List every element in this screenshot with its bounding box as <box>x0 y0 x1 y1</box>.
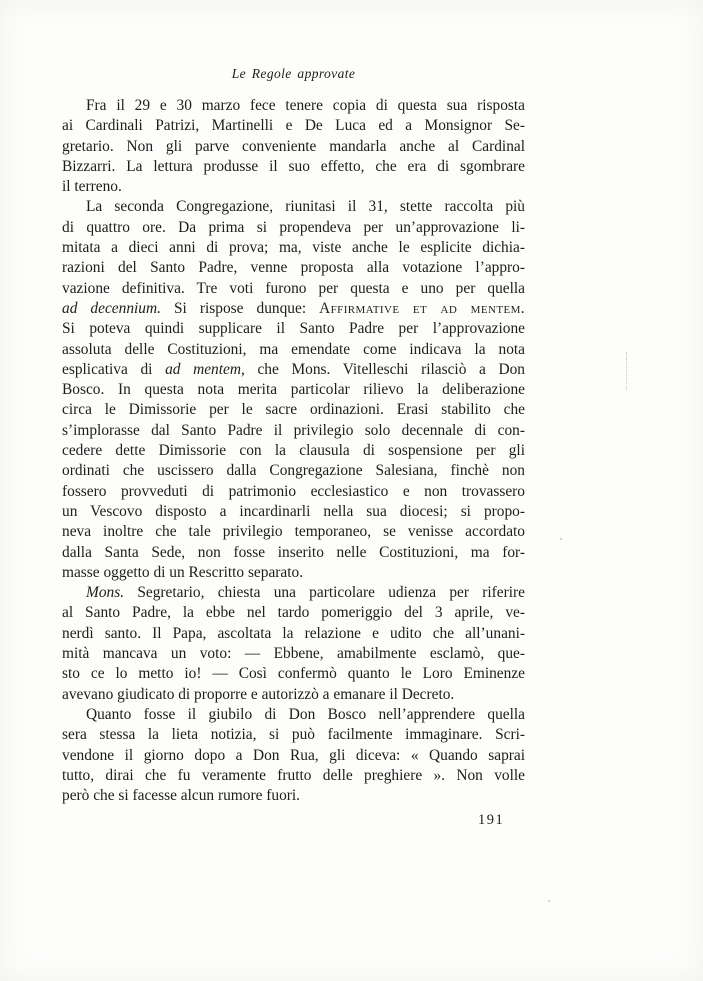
text-segment: Segretario, chiesta una particolare udienza per riferire <box>124 584 525 602</box>
running-header: Le Regole approvate <box>231 66 356 81</box>
text-segment-italic: Mons. <box>86 584 125 602</box>
text-line <box>62 197 525 217</box>
text-segment: assoluta delle Costituzioni, ma emendate come indicava la nota <box>62 340 525 358</box>
text-segment: il terreno. <box>62 178 122 196</box>
text-line <box>62 441 525 461</box>
text-line <box>62 461 525 481</box>
text-line <box>62 360 525 380</box>
text-segment: ordinati che uscissero dalla Congregazione Salesiana, finchè non <box>62 462 525 480</box>
text-segment: circa le Dimissorie per le sacre ordinazioni. Erasi stabilito che <box>62 401 525 419</box>
text-segment: un Vescovo disposto a incardinarli nella sua diocesi; si propo- <box>62 502 525 520</box>
text-line <box>62 563 525 583</box>
scan-artifact-speck <box>548 900 550 902</box>
text-segment-italic: ad mentem, <box>165 360 245 378</box>
text-line <box>62 583 525 603</box>
text-segment: mità mancava un voto: — Ebbene, amabilmente esclamò, que- <box>62 645 525 663</box>
text-segment: sera stessa la lieta notizia, si può facilmente immaginare. Scri- <box>62 726 525 744</box>
text-line <box>62 299 525 319</box>
text-line <box>62 137 525 157</box>
text-segment: sto ce lo metto io! — Così confermò quanto le Loro Eminenze <box>62 665 525 683</box>
text-segment: s’implorasse dal Santo Padre il privilegio solo decennale di con- <box>62 421 525 439</box>
paragraph <box>62 583 525 705</box>
text-line <box>62 400 525 420</box>
text-line <box>62 786 525 806</box>
text-segment: La seconda Congregazione, riunitasi il 31, stette raccolta più <box>86 198 525 216</box>
text-segment-italic: ad decennium. <box>62 299 161 317</box>
paragraph <box>62 197 525 583</box>
text-segment-smallcaps: Affirmative et ad mentem. <box>319 299 525 317</box>
paragraph <box>62 96 525 197</box>
text-segment: dalla Santa Sede, non fosse inserito nelle Costituzioni, ma for- <box>62 543 525 561</box>
text-line <box>62 482 525 502</box>
text-line <box>62 705 525 725</box>
text-line <box>62 543 525 563</box>
text-line <box>62 522 525 542</box>
text-segment: però che si facesse alcun rumore fuori. <box>62 787 301 805</box>
text-segment: di quattro ore. Da prima si propendeva per un’approvazione li- <box>62 218 525 236</box>
text-line <box>62 421 525 441</box>
text-segment: Bosco. In questa nota merita particolar rilievo la deliberazione <box>62 381 525 399</box>
text-line <box>62 644 525 664</box>
text-segment: Bizzarri. La lettura produsse il suo effetto, che era di sgombrare <box>62 157 525 175</box>
text-segment: gretario. Non gli parve conveniente mandarla anche al Cardinal <box>62 137 525 155</box>
text-line <box>62 258 525 278</box>
text-line <box>62 725 525 745</box>
text-line <box>62 238 525 258</box>
text-line <box>62 664 525 684</box>
text-line <box>62 319 525 339</box>
text-segment: Si poteva quindi supplicare il Santo Padre per l’approvazione <box>62 320 525 338</box>
scan-artifact-dotted-line <box>626 352 627 390</box>
text-segment: vendone il giorno dopo a Don Rua, gli diceva: « Quando saprai <box>62 746 525 764</box>
text-line <box>62 340 525 360</box>
text-segment: al Santo Padre, la ebbe nel tardo pomeriggio del 3 aprile, ve- <box>62 604 525 622</box>
text-block <box>62 96 525 806</box>
text-line <box>62 746 525 766</box>
text-line <box>62 685 525 705</box>
text-line <box>62 502 525 522</box>
text-segment: mitata a dieci anni di prova; ma, viste anche le esplicite dichia- <box>62 239 525 257</box>
scan-artifact-speck <box>560 538 562 540</box>
text-line <box>62 116 525 136</box>
text-line <box>62 766 525 786</box>
text-segment: fossero provveduti di patrimonio ecclesiastico e non trovassero <box>62 482 525 500</box>
text-segment: razioni del Santo Padre, venne proposta alla votazione l’appro- <box>62 259 525 277</box>
text-segment: ai Cardinali Patrizi, Martinelli e De Luca ed a Monsignor Se- <box>62 117 525 135</box>
text-line <box>62 96 525 116</box>
text-segment: tutto, dirai che fu veramente frutto delle preghiere ». Non volle <box>62 766 525 784</box>
text-segment: vazione definitiva. Tre voti furono per questa e uno per quella <box>62 279 525 297</box>
text-line <box>62 218 525 238</box>
text-segment: avevano giudicato di proporre e autorizzò a emanare il Decreto. <box>62 685 455 703</box>
text-segment: masse oggetto di un Rescritto separato. <box>62 563 304 581</box>
text-line <box>62 157 525 177</box>
text-segment: nerdì santo. Il Papa, ascoltata la relazione e udito che all’unani- <box>62 624 525 642</box>
text-segment: Si rispose dunque: <box>160 299 320 317</box>
text-line <box>62 279 525 299</box>
text-segment: Fra il 29 e 30 marzo fece tenere copia di questa sua risposta <box>86 97 525 114</box>
text-segment: esplicativa di <box>62 360 166 378</box>
text-segment: cedere dette Dimissorie con la clausula di sospensione per gli <box>62 442 525 460</box>
text-segment: neva inoltre che tale privilegio temporaneo, se venisse accordato <box>62 523 525 541</box>
text-line <box>62 603 525 623</box>
paragraph <box>62 705 525 806</box>
page-number: 191 <box>478 812 505 828</box>
text-line <box>62 177 525 197</box>
text-line <box>62 624 525 644</box>
text-segment: Quanto fosse il giubilo di Don Bosco nell’apprendere quella <box>86 705 525 723</box>
text-line <box>62 380 525 400</box>
text-segment: che Mons. Vitelleschi rilasciò a Don <box>244 360 525 378</box>
